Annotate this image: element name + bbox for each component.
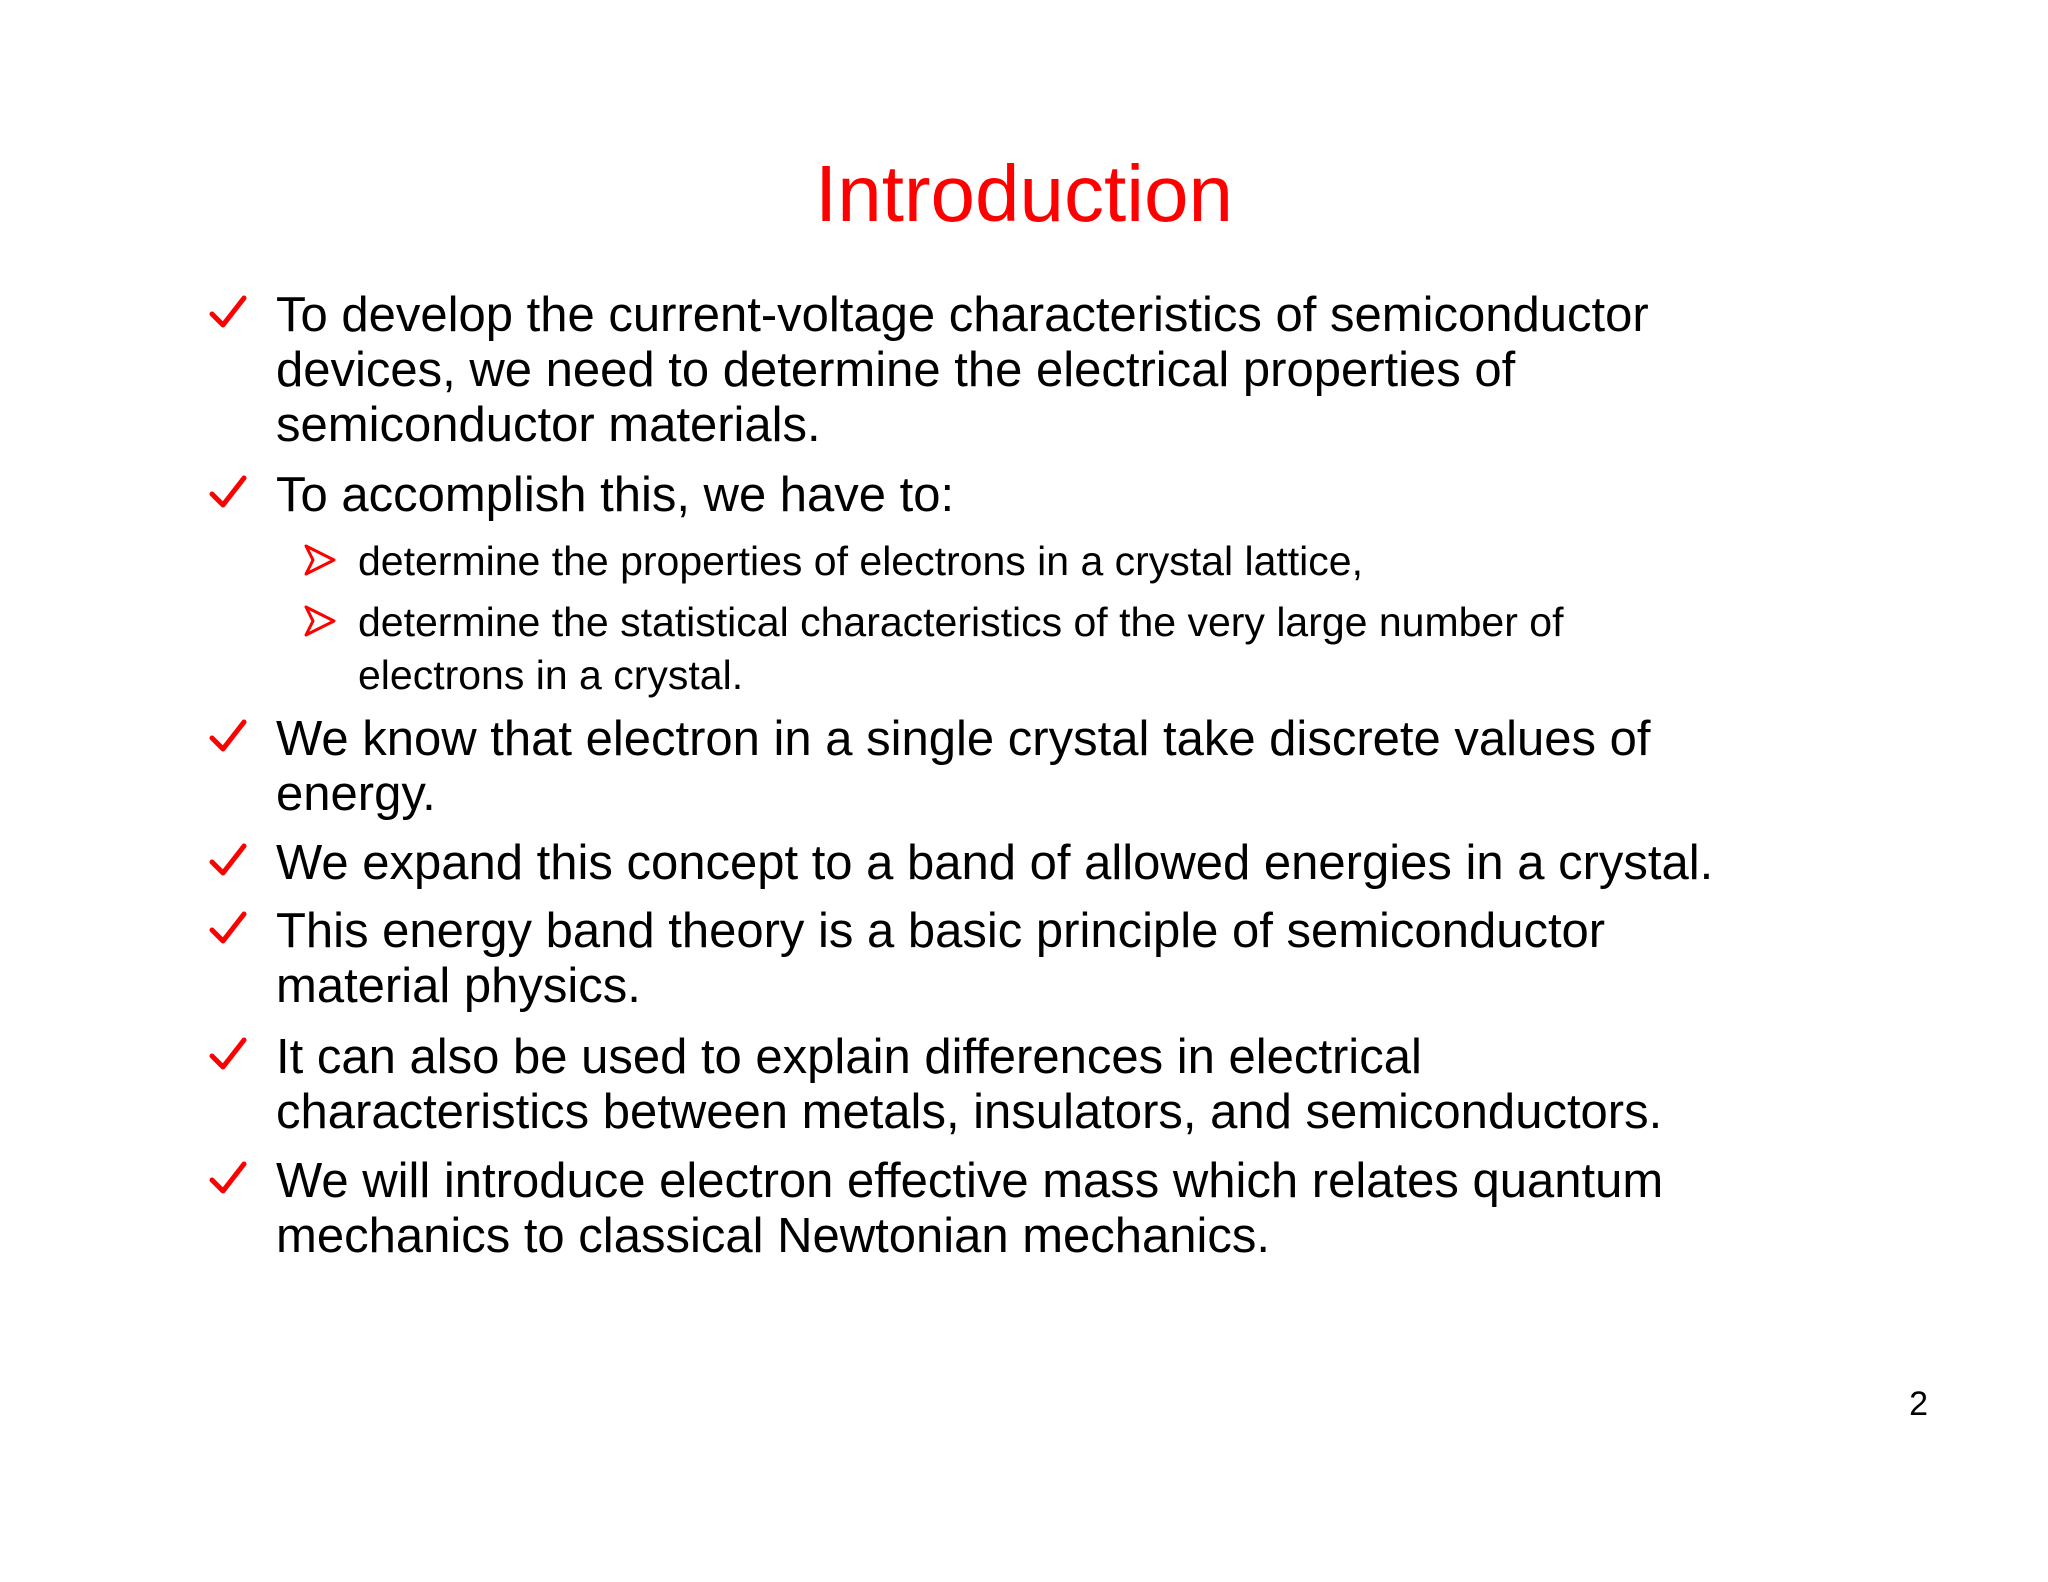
checkmark-icon xyxy=(208,1158,248,1198)
bullet-line: devices, we need to determine the electrical properties of xyxy=(276,343,1516,397)
slide-title: Introduction xyxy=(814,149,1234,238)
bullet-line: We will introduce electron effective mass which relates quantum xyxy=(276,1154,1664,1208)
checkmark-icon xyxy=(208,840,248,880)
checkmark-icon xyxy=(208,1034,248,1074)
checkmark-icon xyxy=(208,716,248,756)
bullet-line: To develop the current-voltage characteristics of semiconductor xyxy=(276,288,1649,342)
sub-bullet-line: electrons in a crystal. xyxy=(358,652,744,698)
checkmark-icon xyxy=(208,472,248,512)
bullet-line: It can also be used to explain differences in electrical xyxy=(276,1030,1422,1084)
bullet-line: mechanics to classical Newtonian mechanics. xyxy=(276,1209,1271,1263)
bullet-line: material physics. xyxy=(276,959,641,1013)
bullet-line: energy. xyxy=(276,767,436,821)
arrow-bullet-icon xyxy=(302,542,338,578)
bullet-line: characteristics between metals, insulators, and semiconductors. xyxy=(276,1085,1663,1139)
bullet-line: We know that electron in a single crystal take discrete values of xyxy=(276,712,1651,766)
checkmark-icon xyxy=(208,908,248,948)
bullet-line: semiconductor materials. xyxy=(276,398,821,452)
checkmark-icon xyxy=(208,292,248,332)
arrow-bullet-icon xyxy=(302,603,338,639)
bullet-line: To accomplish this, we have to: xyxy=(276,468,955,522)
sub-bullet-line: determine the statistical characteristics of the very large number of xyxy=(358,599,1564,645)
bullet-line: We expand this concept to a band of allowed energies in a crystal. xyxy=(276,836,1714,890)
sub-bullet-line: determine the properties of electrons in a crystal lattice, xyxy=(358,538,1363,584)
page-number: 2 xyxy=(1909,1385,1928,1423)
bullet-line: This energy band theory is a basic principle of semiconductor xyxy=(276,904,1606,958)
